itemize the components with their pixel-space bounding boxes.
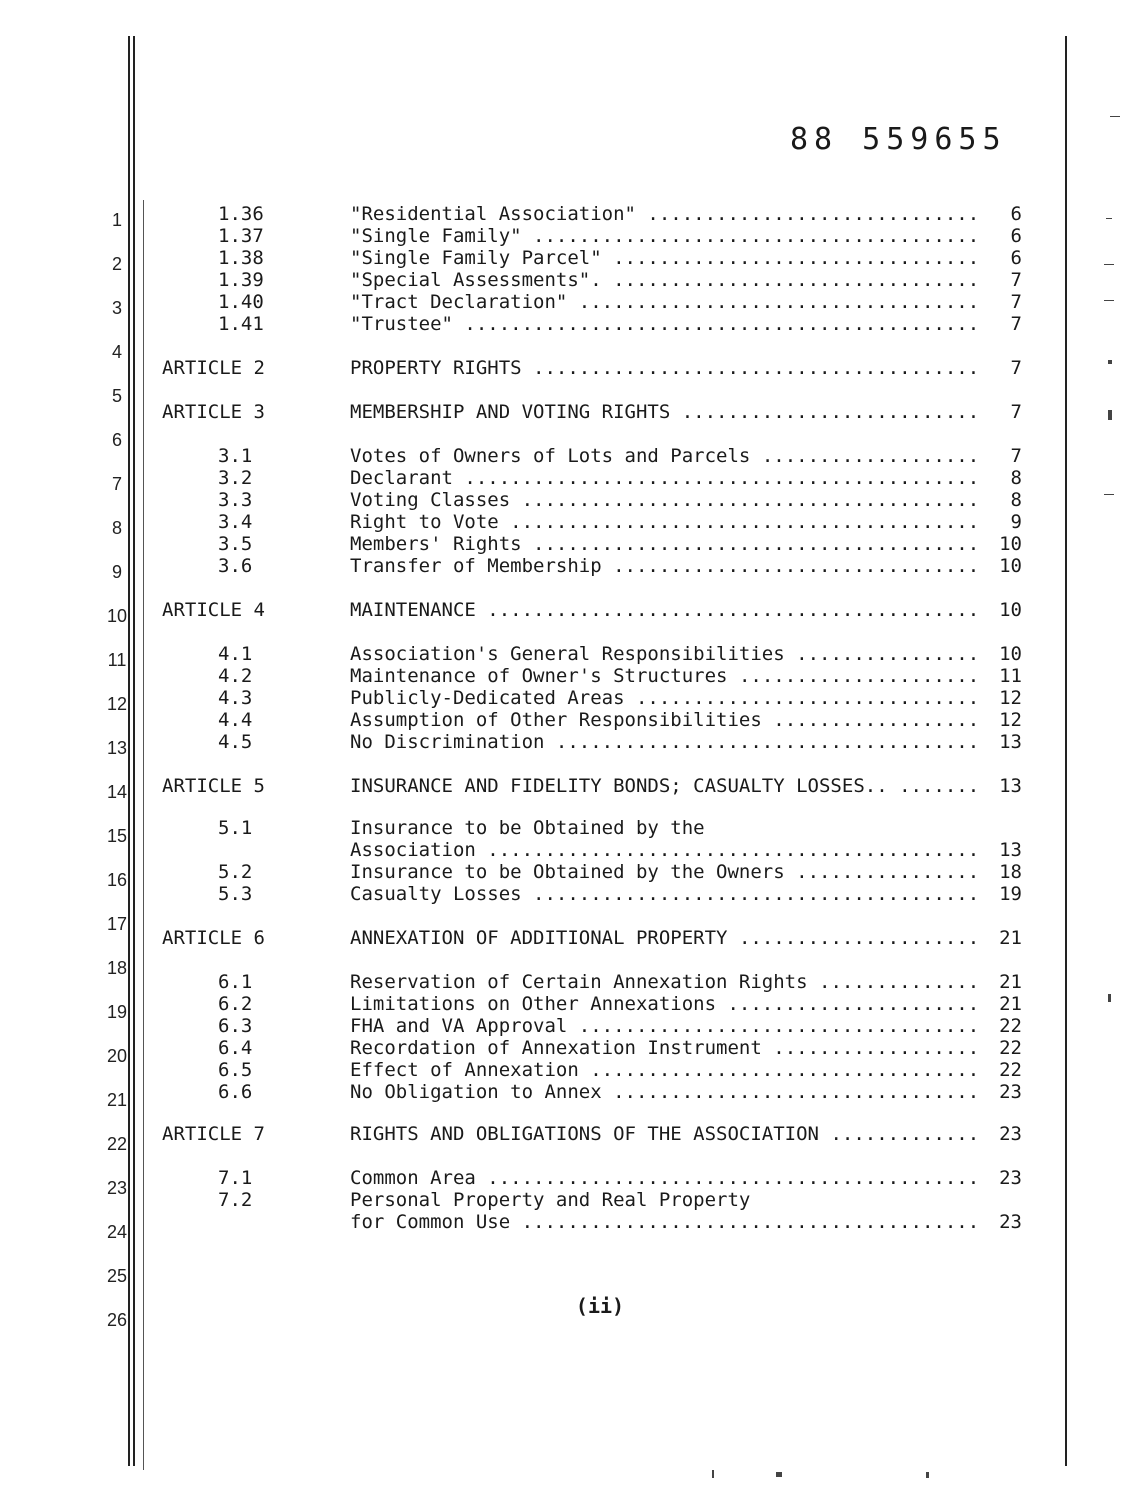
toc-title: Insurance to be Obtained by the <box>350 817 705 839</box>
toc-number: 3.6 <box>218 555 253 577</box>
toc-page-number: 6 <box>1010 225 1022 247</box>
toc-number: 4.4 <box>218 709 253 731</box>
toc-section-row <box>150 687 1030 709</box>
toc-page-number: 11 <box>999 665 1022 687</box>
toc-page-number: 7 <box>1010 445 1022 467</box>
toc-title: Voting Classes ..... <box>350 489 978 511</box>
toc-section-row <box>150 1211 1030 1233</box>
toc-title: RIGHTS AND OBLIGATIONS OF THE ASSOCIATION ..... <box>350 1123 978 1145</box>
toc-number: ARTICLE 2 <box>162 357 265 379</box>
line-number: 23 <box>106 1178 128 1198</box>
toc-number: 3.5 <box>218 533 253 555</box>
toc-section-row <box>150 1189 1030 1211</box>
toc-number: 6.6 <box>218 1081 253 1103</box>
toc-section-row <box>150 225 1030 247</box>
toc-title: No Obligation to Annex ..... <box>350 1081 978 1103</box>
toc-page-number: 21 <box>999 993 1022 1015</box>
line-number: 12 <box>106 694 128 714</box>
toc-title: for Common Use ..... <box>350 1211 978 1233</box>
toc-title: "Residential Association" ..... <box>350 203 978 225</box>
line-number: 21 <box>106 1090 128 1110</box>
toc-page-number: 6 <box>1010 203 1022 225</box>
toc-page-number: 10 <box>999 533 1022 555</box>
toc-number: 3.4 <box>218 511 253 533</box>
toc-title: Association's General Responsibilities ..... <box>350 643 978 665</box>
toc-page-number: 19 <box>999 883 1022 905</box>
toc-number: 3.2 <box>218 467 253 489</box>
toc-section-row <box>150 467 1030 489</box>
toc-title: Limitations on Other Annexations ..... <box>350 993 978 1015</box>
toc-number: 7.1 <box>218 1167 253 1189</box>
toc-section-row <box>150 817 1030 839</box>
line-number: 14 <box>106 782 128 802</box>
scan-speck <box>1104 300 1114 301</box>
toc-section-row <box>150 247 1030 269</box>
toc-article-row <box>150 775 1030 797</box>
toc-page-number: 10 <box>999 643 1022 665</box>
toc-number: 6.3 <box>218 1015 253 1037</box>
scan-speck <box>1104 494 1114 495</box>
toc-section-row <box>150 269 1030 291</box>
line-number: 25 <box>106 1266 128 1286</box>
toc-page-number: 22 <box>999 1037 1022 1059</box>
toc-number: 5.1 <box>218 817 253 839</box>
toc-title: Recordation of Annexation Instrument ..... <box>350 1037 978 1059</box>
line-number: 6 <box>111 430 122 450</box>
toc-section-row <box>150 861 1030 883</box>
document-number: 88 559655 <box>790 122 1007 157</box>
toc-title: Insurance to be Obtained by the Owners ..... <box>350 861 978 883</box>
line-number: 4 <box>111 342 122 362</box>
line-number: 3 <box>111 298 122 318</box>
toc-number: ARTICLE 6 <box>162 927 265 949</box>
toc-section-row <box>150 511 1030 533</box>
toc-page-number: 21 <box>999 971 1022 993</box>
toc-page-number: 10 <box>999 555 1022 577</box>
toc-number: 5.2 <box>218 861 253 883</box>
toc-title: Publicly-Dedicated Areas ..... <box>350 687 978 709</box>
toc-title: Transfer of Membership ..... <box>350 555 978 577</box>
toc-title: "Trustee" ..... <box>350 313 978 335</box>
toc-page-number: 8 <box>1010 489 1022 511</box>
toc-title: Right to Vote ..... <box>350 511 978 533</box>
toc-title: Assumption of Other Responsibilities ..... <box>350 709 978 731</box>
toc-page-number: 18 <box>999 861 1022 883</box>
toc-section-row <box>150 1037 1030 1059</box>
toc-section-row <box>150 971 1030 993</box>
toc-section-row <box>150 1015 1030 1037</box>
toc-title: Members' Rights ..... <box>350 533 978 555</box>
toc-number: 1.39 <box>218 269 264 291</box>
line-number: 10 <box>106 606 128 626</box>
toc-title: Votes of Owners of Lots and Parcels ..... <box>350 445 978 467</box>
toc-title: ANNEXATION OF ADDITIONAL PROPERTY ..... <box>350 927 978 949</box>
toc-page-number: 13 <box>999 839 1022 861</box>
toc-title: INSURANCE AND FIDELITY BONDS; CASUALTY LOSSES.. ..... <box>350 775 978 797</box>
line-number: 5 <box>111 386 122 406</box>
toc-article-row <box>150 1123 1030 1145</box>
toc-article-row <box>150 401 1030 423</box>
toc-section-row <box>150 555 1030 577</box>
toc-section-row <box>150 731 1030 753</box>
toc-section-row <box>150 839 1030 861</box>
line-number: 13 <box>106 738 128 758</box>
line-number: 19 <box>106 1002 128 1022</box>
toc-title: PROPERTY RIGHTS ..... <box>350 357 978 379</box>
toc-number: 6.2 <box>218 993 253 1015</box>
toc-number: 6.5 <box>218 1059 253 1081</box>
toc-section-row <box>150 203 1030 225</box>
toc-article-row <box>150 357 1030 379</box>
line-number: 17 <box>106 914 128 934</box>
toc-number: ARTICLE 3 <box>162 401 265 423</box>
scan-speck <box>1110 116 1120 117</box>
toc-number: 1.41 <box>218 313 264 335</box>
scan-speck <box>776 1472 782 1477</box>
scan-speck <box>1104 264 1114 265</box>
toc-title: "Special Assessments". ..... <box>350 269 978 291</box>
scan-speck <box>1108 994 1111 1002</box>
toc-page-number: 7 <box>1010 291 1022 313</box>
toc-title: "Single Family Parcel" ..... <box>350 247 978 269</box>
toc-section-row <box>150 445 1030 467</box>
line-number: 15 <box>106 826 128 846</box>
line-number: 2 <box>111 254 122 274</box>
toc-section-row <box>150 533 1030 555</box>
toc-title: MAINTENANCE ..... <box>350 599 978 621</box>
toc-section-row <box>150 709 1030 731</box>
toc-number: 4.5 <box>218 731 253 753</box>
line-number: 11 <box>107 650 127 670</box>
toc-article-row <box>150 927 1030 949</box>
left-margin-rule-third <box>143 200 144 1470</box>
toc-number: ARTICLE 7 <box>162 1123 265 1145</box>
toc-section-row <box>150 643 1030 665</box>
toc-page-number: 23 <box>999 1081 1022 1103</box>
toc-page-number: 10 <box>999 599 1022 621</box>
toc-page-number: 7 <box>1010 357 1022 379</box>
toc-number: 1.40 <box>218 291 264 313</box>
line-number: 9 <box>111 562 122 582</box>
scan-speck <box>1108 410 1112 420</box>
toc-title: Effect of Annexation ..... <box>350 1059 978 1081</box>
toc-page-number: 22 <box>999 1015 1022 1037</box>
line-number: 8 <box>111 518 122 538</box>
toc-title: Declarant ..... <box>350 467 978 489</box>
toc-number: 1.36 <box>218 203 264 225</box>
scan-speck <box>926 1472 929 1478</box>
toc-section-row <box>150 291 1030 313</box>
toc-number: 4.1 <box>218 643 253 665</box>
toc-section-row <box>150 313 1030 335</box>
toc-title: No Discrimination ..... <box>350 731 978 753</box>
toc-page-number: 22 <box>999 1059 1022 1081</box>
scan-speck <box>712 1470 714 1478</box>
toc-section-row <box>150 489 1030 511</box>
line-number: 18 <box>106 958 128 978</box>
toc-page-number: 7 <box>1010 401 1022 423</box>
toc-page-number: 8 <box>1010 467 1022 489</box>
toc-section-row <box>150 883 1030 905</box>
toc-page-number: 7 <box>1010 269 1022 291</box>
toc-number: 3.1 <box>218 445 253 467</box>
toc-number: 3.3 <box>218 489 253 511</box>
toc-page-number: 6 <box>1010 247 1022 269</box>
toc-section-row <box>150 1167 1030 1189</box>
toc-number: 4.3 <box>218 687 253 709</box>
page-footer-number: (ii) <box>575 1294 625 1318</box>
toc-title: Personal Property and Real Property <box>350 1189 751 1211</box>
line-number: 26 <box>106 1310 128 1330</box>
toc-title: FHA and VA Approval ..... <box>350 1015 978 1037</box>
toc-number: 4.2 <box>218 665 253 687</box>
line-number: 22 <box>106 1134 128 1154</box>
toc-number: 6.1 <box>218 971 253 993</box>
toc-page-number: 23 <box>999 1167 1022 1189</box>
toc-title: "Tract Declaration" ..... <box>350 291 978 313</box>
scan-speck <box>1106 218 1112 219</box>
toc-title: Association ..... <box>350 839 978 861</box>
toc-number: ARTICLE 5 <box>162 775 265 797</box>
toc-title: Reservation of Certain Annexation Rights ..... <box>350 971 978 993</box>
toc-page-number: 12 <box>999 709 1022 731</box>
line-number: 20 <box>106 1046 128 1066</box>
toc-section-row <box>150 665 1030 687</box>
toc-page-number: 9 <box>1010 511 1022 533</box>
toc-page-number: 23 <box>999 1211 1022 1233</box>
toc-title: Maintenance of Owner's Structures ..... <box>350 665 978 687</box>
toc-page-number: 13 <box>999 775 1022 797</box>
toc-number: ARTICLE 4 <box>162 599 265 621</box>
toc-page-number: 21 <box>999 927 1022 949</box>
toc-page-number: 12 <box>999 687 1022 709</box>
toc-number: 5.3 <box>218 883 253 905</box>
toc-number: 1.38 <box>218 247 264 269</box>
line-number: 1 <box>111 210 122 230</box>
toc-title: "Single Family" ..... <box>350 225 978 247</box>
toc-page-number: 23 <box>999 1123 1022 1145</box>
toc-article-row <box>150 599 1030 621</box>
toc-section-row <box>150 1081 1030 1103</box>
toc-title: Casualty Losses ..... <box>350 883 978 905</box>
toc-page-number: 13 <box>999 731 1022 753</box>
toc-page-number: 7 <box>1010 313 1022 335</box>
toc-title: Common Area ..... <box>350 1167 978 1189</box>
toc-title: MEMBERSHIP AND VOTING RIGHTS ..... <box>350 401 978 423</box>
line-number: 7 <box>111 474 122 494</box>
toc-number: 6.4 <box>218 1037 253 1059</box>
toc-number: 1.37 <box>218 225 264 247</box>
line-number: 16 <box>106 870 128 890</box>
toc-number: 7.2 <box>218 1189 253 1211</box>
toc-section-row <box>150 993 1030 1015</box>
toc-section-row <box>150 1059 1030 1081</box>
scan-speck <box>1108 360 1112 364</box>
right-margin-rule <box>1065 36 1067 1466</box>
line-number: 24 <box>106 1222 128 1242</box>
